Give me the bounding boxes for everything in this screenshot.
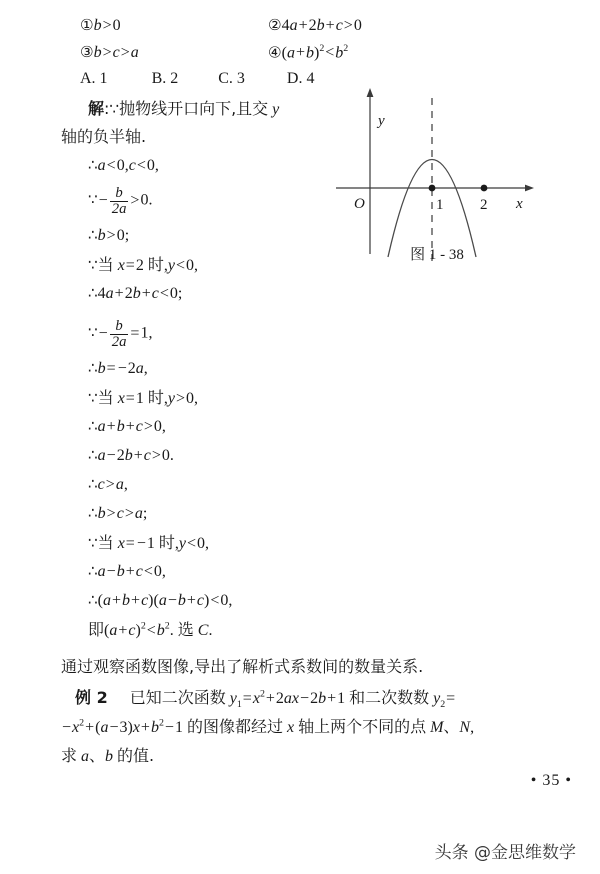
choice-b[interactable]: B. 2 — [151, 70, 179, 87]
solution-line-7: ∴4a+2b+c<0; — [88, 284, 183, 302]
solution-line-15: ∵当 x= −1 时,y<0, — [88, 533, 210, 552]
solution-line-5: ∴b>0; — [88, 226, 130, 244]
origin-label: O — [354, 196, 365, 212]
answer-choices — [80, 70, 314, 88]
point-marker-2 — [481, 185, 488, 192]
tick-label-1: 1 — [436, 197, 444, 213]
solution-line-6: ∵当 x=2 时,y<0, — [88, 255, 198, 274]
watermark: 头条 @金思维数学 — [434, 843, 576, 863]
remark-paragraph — [61, 655, 423, 679]
tick-label-2: 2 — [480, 197, 488, 213]
x-axis-arrow — [525, 185, 534, 192]
option-marker-1: ① — [80, 16, 94, 34]
page-number: • 35 • — [530, 772, 572, 789]
solution-line-18: 即$(a+c)^2<b^2$. 选 C. — [88, 620, 213, 639]
example-2-line-2: $-x^2+(a-3)x+b^2-1$ 的图像都经过 x 轴上两个不同的点 M、N, — [62, 717, 475, 736]
solution-line-3: ∴a<0,c<0, — [88, 156, 159, 174]
choice-c[interactable]: C. 3 — [218, 70, 245, 87]
solution-line-13: ∴c>a, — [88, 475, 128, 493]
remark-text: 通过观察函数图像,导出了解析式系数间的数量关系. — [61, 657, 424, 676]
solution-line-1: 解:∵抛物线开口向下,且交 y — [88, 99, 280, 118]
option-item-2: ②4a+2b+c>0 — [268, 16, 362, 34]
example-2-line-3: 求 a、b 的值. — [61, 746, 155, 765]
solution-line-9: ∴b= −2a, — [88, 359, 148, 377]
choice-a[interactable]: A. 1 — [80, 70, 108, 87]
fraction-b-over-2a-2: $\frac{b}{2a}$ — [111, 318, 127, 350]
solution-line-17: ∴(a+b+c)(a−b+c)<0, — [88, 591, 233, 609]
figure-caption: 图 1 - 38 — [410, 247, 464, 263]
y-axis-label: y — [378, 113, 385, 129]
solution-line-14: ∴b>c>a; — [88, 504, 148, 522]
solution-label: 解 — [88, 99, 105, 118]
option-item-3: ③b>c>a — [80, 43, 139, 61]
y-axis-arrow — [367, 88, 374, 97]
option-item-1: ①b>0 — [80, 16, 121, 34]
solution-line-10: ∵当 x=1 时,y>0, — [88, 388, 198, 407]
solution-line-16: ∴a−b+c<0, — [88, 562, 166, 580]
option-marker-2: ② — [268, 16, 282, 34]
example-2-label: 例 2 — [75, 688, 108, 707]
solution-line-12: ∴a−2b+c>0. — [88, 446, 174, 464]
option-marker-4: ④ — [268, 43, 282, 62]
solution-line-4: ∵− $\frac{b}{2a}$ >0. — [88, 185, 153, 217]
point-marker-1 — [429, 185, 436, 192]
solution-line-8: ∵− $\frac{b}{2a}$ =1, — [88, 318, 153, 350]
solution-line-11: ∴a+b+c>0, — [88, 417, 166, 435]
fraction-b-over-2a: $\frac{b}{2a}$ — [111, 185, 127, 217]
option-marker-3: ③ — [80, 43, 94, 61]
option-item-4: $④(a+b)^2<b^2$ — [268, 43, 349, 62]
x-axis-label: x — [516, 196, 523, 212]
choice-d[interactable]: D. 4 — [286, 70, 315, 87]
example-2-line-1: 例 2 已知二次函数 $y_1=x^2+2ax-2b+1$ 和二次数数 $y_2=$ — [75, 688, 456, 711]
solution-line-2: 轴的负半轴. — [61, 127, 147, 146]
